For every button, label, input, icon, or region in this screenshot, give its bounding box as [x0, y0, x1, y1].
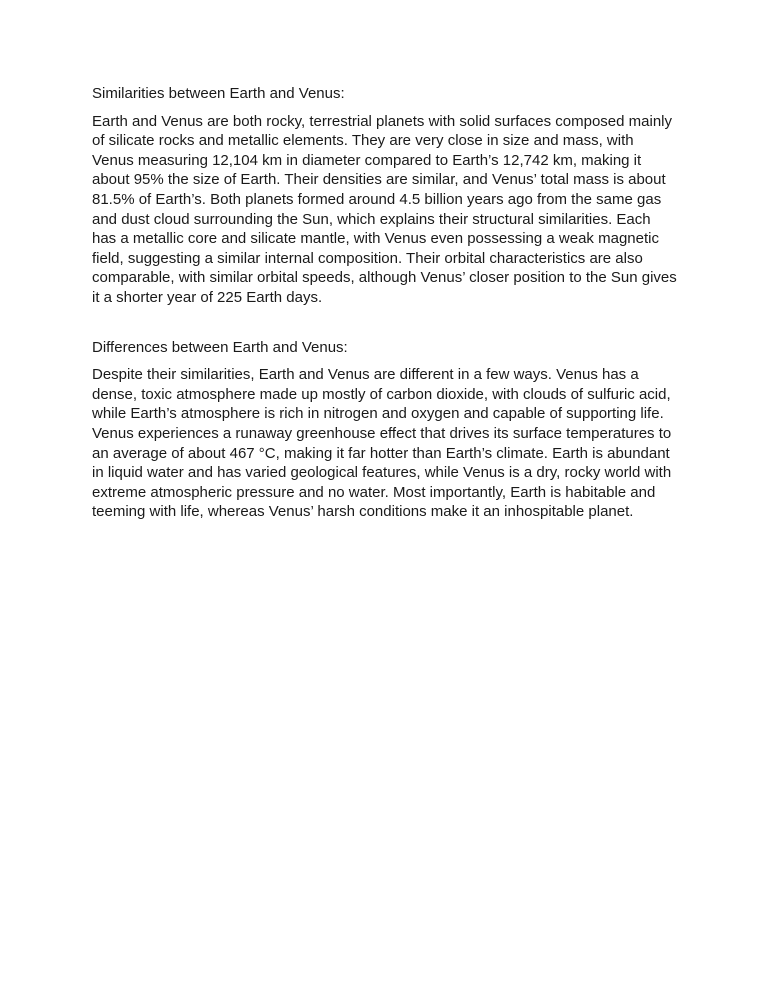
section-heading: Differences between Earth and Venus: — [92, 338, 348, 356]
section-spacer — [92, 308, 682, 338]
section-paragraph: Despite their similarities, Earth and Venus are different in a few ways. Venus has a dense, toxic atmosphere made up mostly of carbon dioxide, with clouds of sulfuric acid, while Earth’s atmosphere is rich in nitrogen and oxygen and capable of supporting life. Venus experiences a runaway greenhouse effect that drives its surface temperatures to an average of about 467 °C, making it far hotter than Earth’s climate. Earth is abundant in liquid water and has varied geological features, while Venus is a dry, rocky world with extreme atmospheric pressure and no water. Most importantly, Earth is habitable and teeming with life, whereas Venus’ harsh conditions make it an inhospitable planet. — [92, 366, 672, 521]
differences-section — [92, 338, 682, 522]
section-paragraph: Earth and Venus are both rocky, terrestrial planets with solid surfaces composed mainly of silicate rocks and metallic elements. They are very close in size and mass, with Venus measuring 12,104 km in diameter compared to Earth’s 12,742 km, making it about 95% the size of Earth. Their densities are similar, and Venus’ total mass is about 81.5% of Earth’s. Both planets formed around 4.5 billion years ago from the same gas and dust cloud surrounding the Sun, which explains their structural similarities. Each has a metallic core and silicate mantle, with Venus even possessing a weak magnetic field, suggesting a similar internal composition. Their orbital characteristics are also comparable, with similar orbital speeds, although Venus’ closer position to the Sun gives it a shorter year of 225 Earth days. — [92, 112, 677, 306]
section-heading: Similarities between Earth and Venus: — [92, 85, 345, 102]
document-page — [92, 84, 682, 522]
similarities-section — [92, 84, 682, 308]
